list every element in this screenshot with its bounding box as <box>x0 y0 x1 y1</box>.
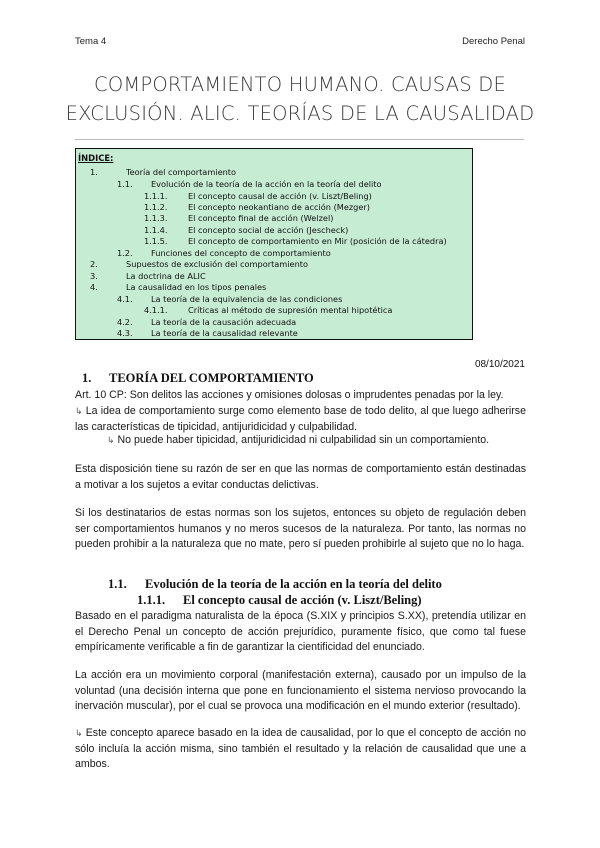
toc-item <box>90 167 98 177</box>
section-number: 1.1. <box>108 577 127 591</box>
table-of-contents <box>75 148 473 340</box>
paragraph-corporal-movement: La acción era un movimiento corporal (manifestación externa), causado por un impulso de la voluntad (una decisión interna que pone en funcionamiento el sistema nervioso provocando la inervación muscular), por el cual se provoca una modificación en el mundo exterior (resultado). <box>75 669 526 712</box>
section-heading-1 <box>82 371 314 386</box>
toc-item-label: Evolución de la teoría de la acción en la teoría del delito <box>151 179 382 189</box>
toc-item-label: La teoría de la causación adecuada <box>151 317 297 327</box>
toc-item-label: El concepto final de acción (Welzel) <box>188 213 334 223</box>
toc-item-label: Críticas al método de supresión mental hipotética <box>188 305 393 315</box>
toc-item-label: La doctrina de ALIC <box>126 271 206 281</box>
paragraph-text: No puede haber tipicidad, antijuridicidad ni culpabilidad sin un comportamiento. <box>117 434 490 446</box>
paragraph-no-typicity <box>107 433 526 449</box>
toc-item-number: 4.1.1. <box>144 305 168 315</box>
paragraph-behaviour-base <box>75 404 526 435</box>
toc-item-label: El concepto de comportamiento en Mir (posición de la cátedra) <box>188 236 447 246</box>
toc-item-number: 4.2. <box>117 317 133 327</box>
paragraph-norm-purpose: Esta disposición tiene su razón de ser en que las normas de comportamiento están destinadas a motivar a los sujetos a evitar conductas delictivas. <box>75 463 526 491</box>
toc-item-number: 1.1.1. <box>144 191 168 201</box>
section-title: TEORÍA DEL COMPORTAMIENTO <box>109 371 314 385</box>
toc-item-label: La teoría de la equivalencia de las condiciones <box>151 294 343 304</box>
toc-item-label: El concepto neokantiano de acción (Mezger) <box>188 202 370 212</box>
toc-item-number: 1.1.5. <box>144 236 168 246</box>
toc-item-number: 1.1.3. <box>144 213 168 223</box>
toc-item-number: 4.3. <box>117 328 133 338</box>
paragraph-text: Este concepto aparece basado en la idea de causalidad, por lo que el concepto de acción no sólo incluía la acción misma, sino también el resultado y la relación de causalidad que une a ambos. <box>75 727 526 770</box>
toc-item-number: 3. <box>90 271 98 281</box>
toc-item-label: Funciones del concepto de comportamiento <box>151 248 331 258</box>
toc-heading: ÍNDICE: <box>78 153 114 163</box>
header-subject-topic: Tema 4 <box>75 36 107 47</box>
toc-item-number: 1. <box>90 167 98 177</box>
toc-item-label: La teoría de la causalidad relevante <box>151 328 298 338</box>
section-number: 1.1.1. <box>137 593 166 607</box>
arrow-glyph: ↳ <box>75 728 83 738</box>
section-title: El concepto causal de acción (v. Liszt/Beling) <box>183 593 422 607</box>
paragraph-article-10: Art. 10 CP: Son delitos las acciones y omisiones dolosas o imprudentes penadas por la ley. <box>75 389 504 401</box>
paragraph-causality <box>75 726 526 773</box>
section-number: 1. <box>82 371 92 385</box>
arrow-glyph: ↳ <box>75 406 83 416</box>
section-title: Evolución de la teoría de la acción en la teoría del delito <box>145 577 442 591</box>
toc-item-number: 2. <box>90 259 98 269</box>
section-heading-1-1 <box>108 577 442 592</box>
arrow-glyph: ↳ <box>107 435 115 445</box>
toc-item-number: 4. <box>90 282 98 292</box>
toc-item-label: La causalidad en los tipos penales <box>126 282 267 292</box>
toc-item-number: 4.1. <box>117 294 133 304</box>
paragraph-norm-addressees: Si los destinatarios de estas normas son los sujetos, entonces su objeto de regulación deben ser comportamientos humanos y no meros sucesos de la naturaleza. Por tanto, las normas no pueden prohibir a la naturaleza que no mate, pero sí pueden prohibirle al sujeto que no lo haga. <box>75 507 526 550</box>
toc-item-label: Supuestos de exclusión del comportamiento <box>126 259 308 269</box>
toc-item-number: 1.1.2. <box>144 202 168 212</box>
toc-item-label: Teoría del comportamiento <box>126 167 237 177</box>
paragraph-text: La idea de comportamiento surge como elemento base de todo delito, al que luego adherirse las características de tipicidad, antijuridicidad y culpabilidad. <box>75 405 526 433</box>
page-title: COMPORTAMIENTO HUMANO. CAUSAS DE EXCLUSIÓN. ALIC. TEORÍAS DE LA CAUSALIDAD <box>65 73 535 125</box>
toc-item-number: 1.2. <box>117 248 133 258</box>
toc-item-number: 1.1.4. <box>144 225 168 235</box>
toc-item-label: El concepto social de acción (Jescheck) <box>188 225 349 235</box>
header-subject-name: Derecho Penal <box>462 36 525 47</box>
lecture-date: 08/10/2021 <box>474 359 525 370</box>
paragraph-naturalist-paradigm: Basado en el paradigma naturalista de la época (S.XIX y principios S.XX), pretendía utilizar en el Derecho Penal un concepto de acción prejurídico, puramente físico, que como tal fuese empíricamente verificable a fin de garantizar la cientificidad del enunciado. <box>75 610 526 653</box>
toc-item-label: El concepto causal de acción (v. Liszt/Beling) <box>188 191 372 201</box>
section-heading-1-1-1 <box>137 593 422 608</box>
toc-item-number: 1.1. <box>117 179 133 189</box>
title-divider <box>75 139 524 140</box>
